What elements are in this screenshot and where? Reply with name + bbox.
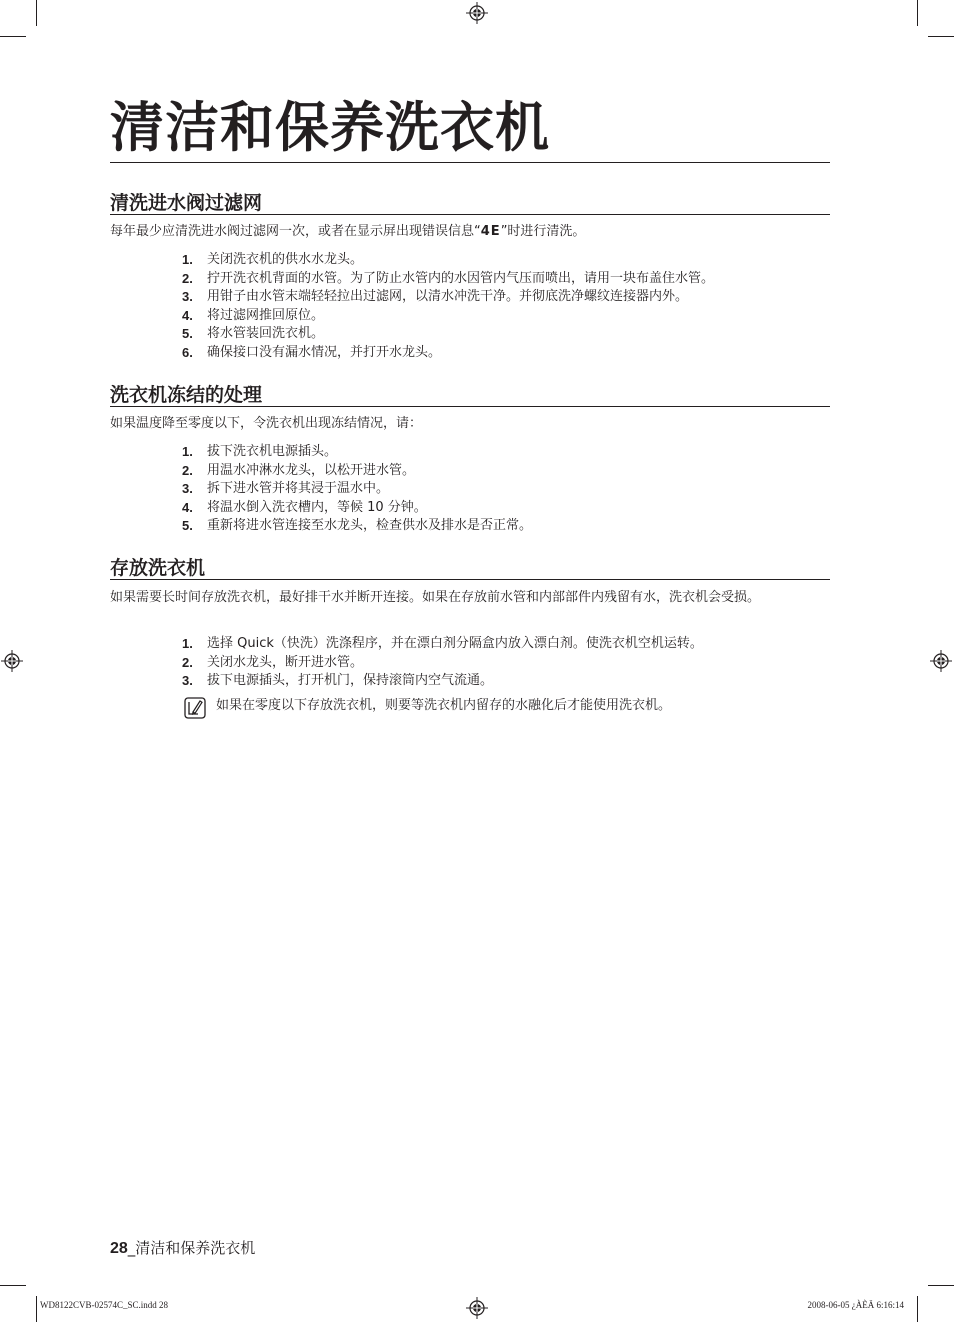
- step-number: 1.: [182, 636, 193, 651]
- section-rule: [110, 579, 830, 580]
- crop-mark: [36, 0, 37, 26]
- step-text: 确保接口没有漏水情况，并打开水龙头。: [207, 344, 442, 360]
- step-number: 2.: [182, 462, 193, 478]
- crop-mark: [917, 1296, 918, 1322]
- slug-timestamp: 2008-06-05 ¿ÀÈÄ 6:16:14: [807, 1300, 904, 1310]
- steps-list: [182, 635, 832, 691]
- section-intro: 如果温度降至零度以下，令洗衣机出现冻结情况，请：: [110, 416, 423, 431]
- step-text: 关闭水龙头，断开进水管。: [207, 654, 364, 670]
- section-rule: [110, 214, 830, 215]
- step-text: 用钳子由水管末端轻轻拉出过滤网，以清水冲洗干净。并彻底洗净螺纹连接器内外。: [207, 289, 689, 305]
- step-text: 将过滤网推回原位。: [207, 307, 325, 323]
- step-number: 1.: [182, 252, 193, 267]
- page-number: 28: [110, 1240, 128, 1257]
- page-footer: [110, 1238, 255, 1259]
- slug-filename: WD8122CVB-02574C_SC.indd 28: [40, 1300, 169, 1310]
- note-text: 如果在零度以下存放洗衣机，则要等洗衣机内留存的水融化后才能使用洗衣机。: [216, 698, 672, 713]
- crop-mark: [36, 1296, 37, 1322]
- intro-text: ”时进行清洗。: [500, 224, 586, 239]
- list-item: [182, 635, 832, 654]
- list-item: [182, 499, 832, 518]
- list-item: [182, 654, 832, 673]
- step-number: 6.: [182, 344, 193, 360]
- step-number: 5.: [182, 518, 193, 534]
- step-text: 拆下进水管并将其浸于温水中。: [207, 481, 390, 497]
- list-item: [182, 325, 832, 344]
- step-number: 4.: [182, 499, 193, 515]
- section-title: 洗衣机冻结的处理: [110, 384, 263, 406]
- step-text: 将温水倒入洗衣槽内，等候 10 分钟。: [207, 499, 427, 515]
- section-title: 清洗进水阀过滤网: [110, 192, 263, 214]
- list-item: [182, 288, 832, 307]
- list-item: [182, 480, 832, 499]
- section-title: 存放洗衣机: [110, 557, 206, 579]
- registration-mark-icon: [466, 2, 488, 24]
- step-number: 4.: [182, 307, 193, 323]
- list-item: [182, 462, 832, 481]
- step-text: 拧开洗衣机背面的水管。为了防止水管内的水因管内气压而喷出，请用一块布盖住水管。: [207, 270, 715, 286]
- section-rule: [110, 406, 830, 407]
- list-item: [182, 443, 832, 462]
- crop-mark: [0, 1285, 26, 1286]
- step-text: 关闭洗衣机的供水水龙头。: [207, 252, 364, 267]
- list-item: [182, 344, 832, 363]
- intro-text: 每年最少应清洗进水阀过滤网一次，或者在显示屏出现错误信息“: [110, 224, 481, 239]
- crop-mark: [928, 1285, 954, 1286]
- crop-mark: [917, 0, 918, 26]
- list-item: [182, 307, 832, 326]
- step-text: 重新将进水管连接至水龙头，检查供水及排水是否正常。: [207, 518, 533, 534]
- section-intro: 如果需要长时间存放洗衣机，最好排干水并断开连接。如果在存放前水管和内部部件内残留有水，洗衣机会受损。: [110, 590, 761, 605]
- section-intro: [110, 222, 832, 241]
- step-number: 3.: [182, 289, 193, 305]
- list-item: [182, 270, 832, 289]
- list-item: [182, 251, 832, 270]
- note: [184, 697, 824, 719]
- note-pencil-icon: [184, 697, 206, 719]
- step-number: 3.: [182, 673, 193, 689]
- step-number: 2.: [182, 270, 193, 286]
- list-item: [182, 517, 832, 536]
- step-number: 1.: [182, 444, 193, 459]
- registration-mark-icon: [466, 1297, 488, 1319]
- step-text: 用温水冲淋水龙头，以松开进水管。: [207, 462, 416, 478]
- page-footer-label: _清洁和保养洗衣机: [127, 1239, 256, 1257]
- error-code: 4E: [480, 224, 501, 239]
- title-rule: [110, 162, 830, 163]
- crop-mark: [928, 36, 954, 37]
- page-title: 清洁和保养洗衣机: [110, 96, 550, 159]
- step-text: 选择 Quick（快洗）洗涤程序，并在漂白剂分隔盒内放入漂白剂。使洗衣机空机运转。: [207, 636, 703, 651]
- step-number: 5.: [182, 326, 193, 342]
- steps-list: [182, 251, 832, 363]
- steps-list: [182, 443, 832, 536]
- crop-mark: [0, 36, 26, 37]
- list-item: [182, 672, 832, 691]
- step-text: 拔下洗衣机电源插头。: [207, 444, 338, 459]
- step-text: 将水管装回洗衣机。: [207, 326, 325, 342]
- registration-mark-icon: [930, 650, 952, 672]
- registration-mark-icon: [1, 650, 23, 672]
- step-text: 拔下电源插头，打开机门，保持滚筒内空气流通。: [207, 673, 494, 689]
- step-number: 3.: [182, 481, 193, 497]
- step-number: 2.: [182, 654, 193, 670]
